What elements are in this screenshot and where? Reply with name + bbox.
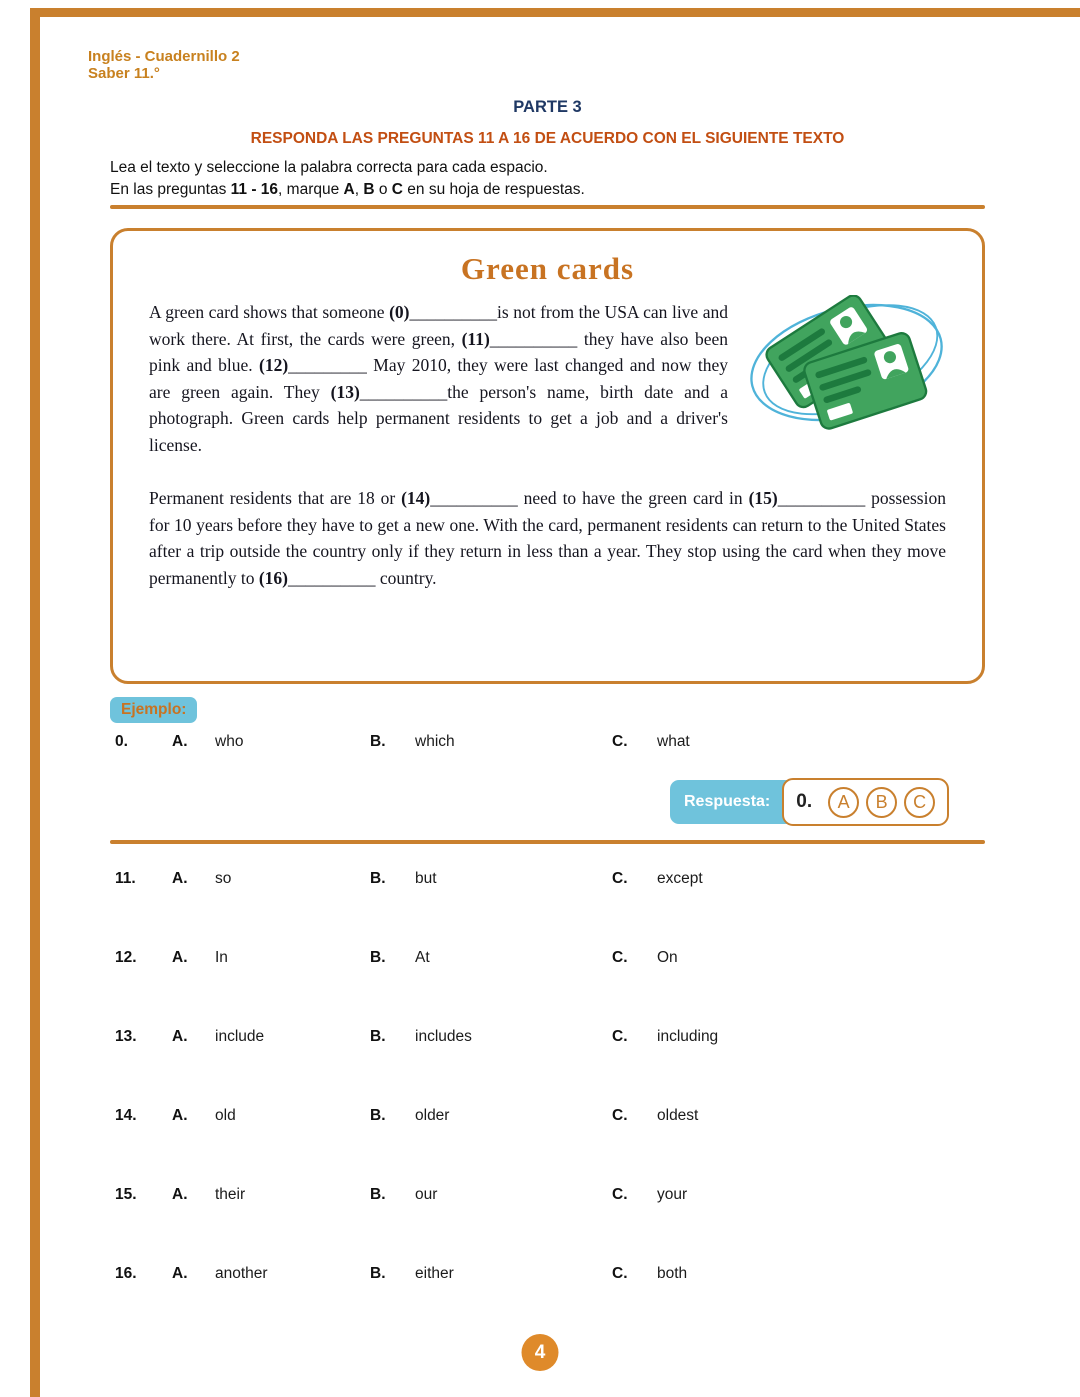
question-number: 12. (115, 949, 137, 966)
exam-name: Saber 11.° (88, 65, 160, 82)
booklet-title: Inglés - Cuadernillo 2 (88, 48, 240, 65)
question-row (110, 1186, 985, 1204)
question-row (110, 870, 985, 888)
divider-bottom (110, 840, 985, 844)
question-number: 14. (115, 1107, 137, 1124)
option-letter: A. (172, 870, 188, 887)
instruction-line-1: Lea el texto y seleccione la palabra correcta para cada espacio. (110, 159, 548, 176)
instruction-line-2: En las preguntas 11 - 16, marque A, B o C en su hoja de respuestas. (110, 181, 585, 198)
choice-circle-a[interactable]: A (828, 787, 859, 818)
option-text: both (657, 1265, 688, 1282)
option-text: old (215, 1107, 236, 1124)
option-text: either (415, 1265, 454, 1282)
option-text: oldest (657, 1107, 699, 1124)
option-text: their (215, 1186, 246, 1203)
passage-paragraph: A green card shows that someone (0)__________is not from the USA can live and work there. At first, the cards were green, (11)__________ they have also been pink and blue. (12)_________ May 2010, they were last changed and now they are green again. They (13)__________the person's name, birth date and a photograph. Green cards help permanent residents to get a job and a driver's license. (149, 302, 728, 455)
option-letter: C. (612, 1265, 628, 1282)
doc-header (88, 48, 240, 82)
option-text: includes (415, 1028, 472, 1045)
question-number: 13. (115, 1028, 137, 1045)
passage-title: Green cards (460, 251, 635, 286)
option-text: include (215, 1028, 265, 1045)
question-number: 11. (115, 870, 136, 887)
option-letter: C. (612, 733, 628, 750)
example-row (110, 733, 985, 751)
section-heading: RESPONDA LAS PREGUNTAS 11 A 16 DE ACUERDO CON EL SIGUIENTE TEXTO (250, 130, 845, 147)
question-number: 16. (115, 1265, 137, 1282)
option-letter: A. (172, 1107, 188, 1124)
question-row (110, 1265, 985, 1283)
choice-circle-b[interactable]: B (866, 787, 897, 818)
questions-list (110, 870, 985, 1344)
option-letter: C. (612, 870, 628, 887)
answer-strip (782, 778, 949, 826)
option-letter: A. (172, 733, 188, 750)
option-letter: B. (370, 1107, 386, 1124)
option-letter: A. (172, 1265, 188, 1282)
option-text: another (215, 1265, 268, 1282)
option-text: At (415, 949, 430, 966)
passage-paragraph: Permanent residents that are 18 or (14)__________ need to have the green card in (15)__________ possession for 10 years before they have to get a new one. With the card, permanent residents can return to the United States after a trip outside the country only if they return in less than a year. They stop using the card when they move permanently to (16)__________ country. (149, 488, 946, 588)
page-number-badge: 4 (522, 1334, 559, 1371)
option-letter: C. (612, 1107, 628, 1124)
page-border-left (30, 8, 40, 1397)
part-title: PARTE 3 (513, 98, 582, 116)
question-row (110, 1107, 985, 1125)
question-number: 15. (115, 1186, 137, 1203)
option-letter: B. (370, 1265, 386, 1282)
question-row (110, 949, 985, 967)
answer-label: Respuesta: (670, 780, 794, 824)
option-letter: C. (612, 1028, 628, 1045)
green-cards-icon (742, 295, 952, 430)
passage-body (149, 299, 946, 591)
answer-choices (828, 787, 935, 818)
option-text: who (215, 733, 244, 750)
option-text: our (415, 1186, 438, 1203)
option-letter: A. (172, 949, 188, 966)
option-letter: B. (370, 870, 386, 887)
option-text: except (657, 870, 703, 887)
option-letter: C. (612, 1186, 628, 1203)
option-text: your (657, 1186, 688, 1203)
option-letter: B. (370, 733, 386, 750)
option-text: which (415, 733, 455, 750)
divider-top (110, 205, 985, 209)
option-letter: C. (612, 949, 628, 966)
option-letter: B. (370, 1028, 386, 1045)
option-letter: B. (370, 1186, 386, 1203)
option-letter: B. (370, 949, 386, 966)
example-badge: Ejemplo: (110, 697, 197, 723)
option-letter: A. (172, 1186, 188, 1203)
option-text: older (415, 1107, 450, 1124)
option-letter: A. (172, 1028, 188, 1045)
question-number: 0. (115, 733, 128, 750)
option-text: On (657, 949, 678, 966)
answer-number: 0. (796, 791, 813, 812)
option-text: what (657, 733, 690, 750)
page-border-top (30, 8, 1080, 17)
option-text: so (215, 870, 232, 887)
option-text: In (215, 949, 228, 966)
passage-box (110, 228, 985, 684)
option-text: including (657, 1028, 719, 1045)
option-text: but (415, 870, 437, 887)
question-row (110, 1028, 985, 1046)
instructions (110, 157, 985, 201)
green-cards-illustration (742, 295, 952, 430)
choice-circle-c[interactable]: C (904, 787, 935, 818)
answer-box (670, 778, 949, 826)
